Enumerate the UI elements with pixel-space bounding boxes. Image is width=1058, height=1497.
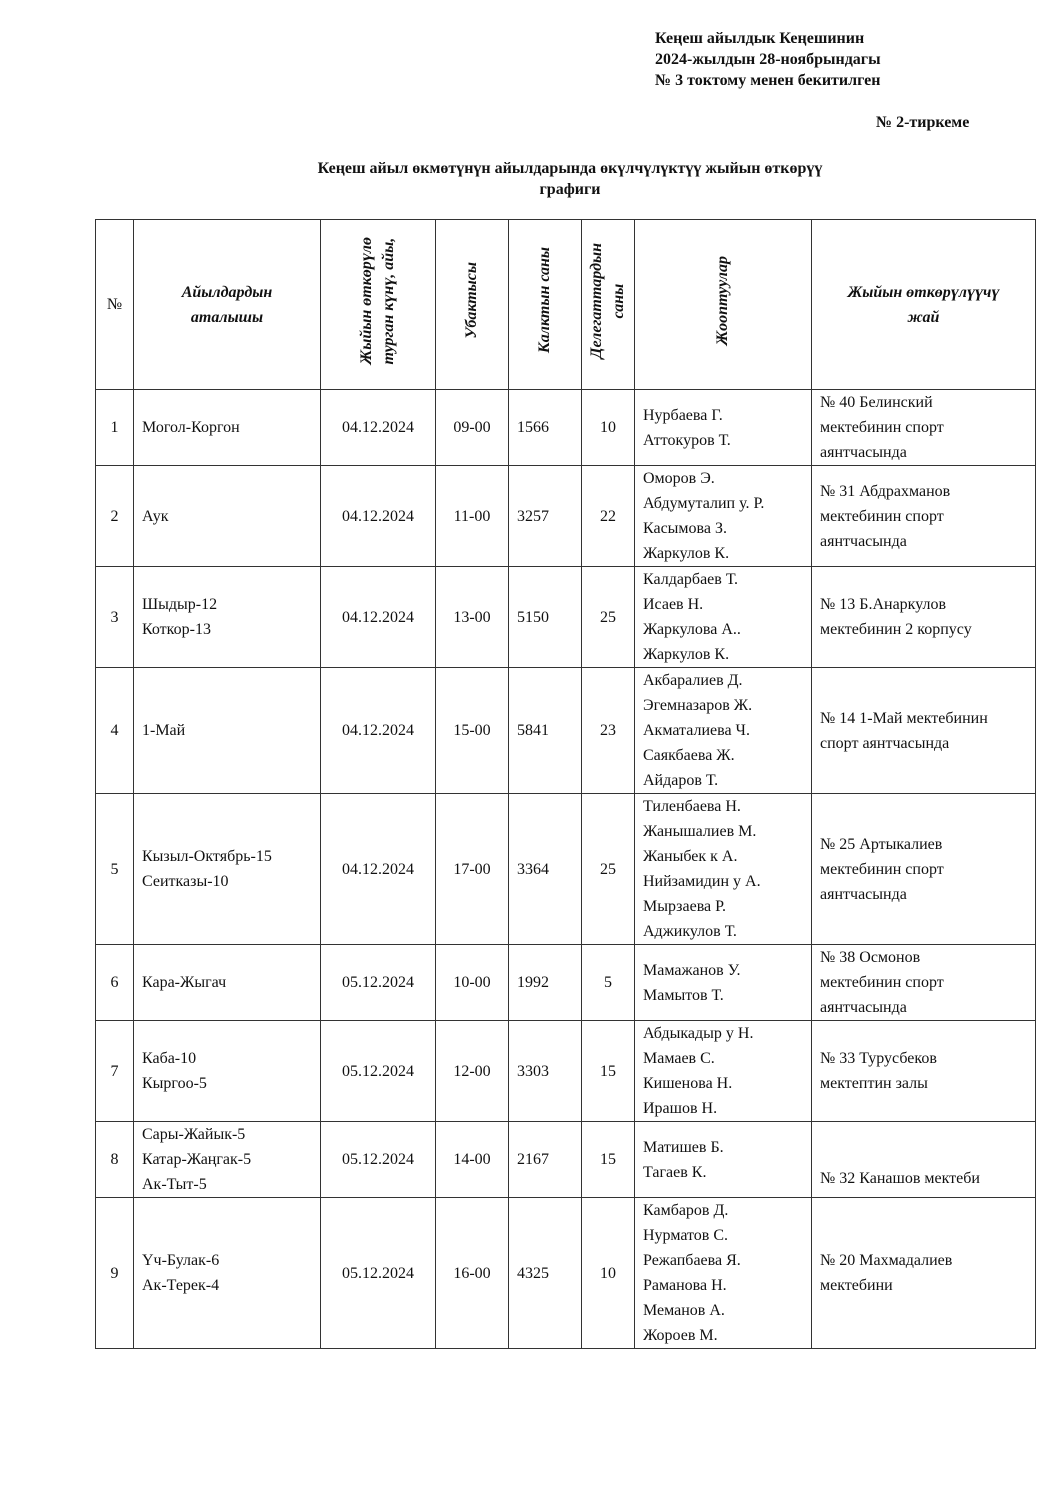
meeting-date: 05.12.2024 [321, 1122, 436, 1198]
document-title [200, 158, 940, 200]
responsible-persons-line: Жаныбек к А. [643, 848, 738, 865]
meeting-venue-line: № 13 Б.Анаркулов [820, 596, 947, 613]
meeting-venue-line: аянтчасында [820, 444, 907, 461]
responsible-persons-line: Акматалиева Ч. [643, 722, 750, 739]
meeting-venue-line: № 31 Абдрахманов [820, 482, 951, 500]
responsible-persons [635, 1021, 812, 1122]
population-count: 3257 [509, 466, 582, 567]
responsible-persons-line: Оморов Э. [643, 470, 715, 487]
table-row [96, 567, 1036, 668]
meeting-venue-line: мектебинин спорт [820, 419, 944, 436]
responsible-persons-line: Мамажанов У. [643, 961, 741, 979]
meeting-date: 05.12.2024 [321, 945, 436, 1021]
village-names-line: Коткор-13 [142, 621, 211, 638]
village-names-line: Сары-Жайык-5 [142, 1126, 246, 1143]
title-line-2: графиги [539, 181, 601, 198]
responsible-persons-line: Тагаев К. [643, 1163, 707, 1181]
responsible-persons [635, 466, 812, 567]
meeting-venue-line: спорт аянтчасында [820, 734, 950, 752]
meeting-venue-line: мектебинин спорт [820, 974, 944, 991]
responsible-persons-line: Нурбаева Г. [643, 406, 723, 424]
meeting-venue [812, 794, 1036, 945]
meeting-venue-line: мектебини [820, 1277, 893, 1294]
header-population: Калктын саны [509, 220, 582, 390]
approval-block [655, 28, 881, 91]
meeting-date: 04.12.2024 [321, 567, 436, 668]
population-count: 1992 [509, 945, 582, 1021]
village-names [134, 1198, 321, 1349]
meeting-venue-line: мектебинин спорт [820, 860, 944, 878]
responsible-persons [635, 390, 812, 466]
meeting-time: 12-00 [436, 1021, 509, 1122]
meeting-time: 17-00 [436, 794, 509, 945]
meeting-venue [812, 1021, 1036, 1122]
village-names [134, 466, 321, 567]
delegate-count: 10 [582, 1198, 635, 1349]
responsible-persons [635, 567, 812, 668]
meeting-venue [812, 567, 1036, 668]
responsible-persons-line: Меманов А. [643, 1302, 725, 1319]
population-count: 5150 [509, 567, 582, 668]
responsible-persons-line: Жаркулов К. [643, 545, 730, 562]
header-delegates: Делегаттардын саны [582, 220, 635, 390]
header-venue: Жыйын өткөрүлүүчү жай [812, 220, 1036, 390]
responsible-persons-line: Аттокуров Т. [643, 431, 731, 449]
village-names-line: Могол-Коргон [142, 419, 240, 436]
row-number: 5 [96, 794, 134, 945]
meeting-date: 04.12.2024 [321, 466, 436, 567]
village-names [134, 1122, 321, 1198]
meeting-time: 13-00 [436, 567, 509, 668]
table-row [96, 1198, 1036, 1349]
meeting-venue [812, 1122, 1036, 1198]
village-names [134, 567, 321, 668]
meeting-date: 04.12.2024 [321, 794, 436, 945]
population-count: 3303 [509, 1021, 582, 1122]
responsible-persons-line: Касымова З. [643, 520, 727, 537]
village-names [134, 390, 321, 466]
delegate-count: 25 [582, 567, 635, 668]
meeting-venue [812, 668, 1036, 794]
table-row [96, 668, 1036, 794]
meeting-venue-line: аянтчасында [820, 532, 907, 550]
responsible-persons-line: Аджикулов Т. [643, 923, 737, 940]
population-count: 3364 [509, 794, 582, 945]
village-names [134, 668, 321, 794]
row-number: 9 [96, 1198, 134, 1349]
meeting-date: 04.12.2024 [321, 390, 436, 466]
meeting-time: 15-00 [436, 668, 509, 794]
responsible-persons-line: Ирашов Н. [643, 1100, 718, 1117]
village-names [134, 1021, 321, 1122]
responsible-persons [635, 945, 812, 1021]
table-row [96, 390, 1036, 466]
meeting-venue-line: № 14 1-Май мектебинин [820, 709, 988, 727]
delegate-count: 10 [582, 390, 635, 466]
meeting-venue [812, 1198, 1036, 1349]
meeting-time: 10-00 [436, 945, 509, 1021]
population-count: 5841 [509, 668, 582, 794]
responsible-persons [635, 1198, 812, 1349]
table-row [96, 945, 1036, 1021]
population-count: 1566 [509, 390, 582, 466]
meeting-venue [812, 466, 1036, 567]
responsible-persons-line: Саякбаева Ж. [643, 747, 735, 764]
header-row [96, 220, 1036, 390]
meeting-venue-line: аянтчасында [820, 999, 907, 1016]
responsible-persons-line: Режапбаева Я. [643, 1252, 741, 1269]
village-names [134, 945, 321, 1021]
responsible-persons [635, 794, 812, 945]
village-names-line: Катар-Жаңгак-5 [142, 1151, 252, 1168]
approval-line: Кеңеш айылдык Кеңешинин [655, 30, 865, 47]
header-num: № [96, 220, 134, 390]
responsible-persons-line: Жаркулов К. [643, 646, 730, 663]
meeting-venue-line: № 38 Осмонов [820, 949, 921, 966]
responsible-persons [635, 1122, 812, 1198]
meeting-venue-line: № 32 Канашов мектеби [820, 1170, 980, 1187]
delegate-count: 22 [582, 466, 635, 567]
meeting-venue-line: № 25 Артыкалиев [820, 835, 943, 853]
responsible-persons-line: Кишенова Н. [643, 1075, 733, 1092]
responsible-persons-line: Раманова Н. [643, 1277, 727, 1294]
village-names-line: Ак-Тыт-5 [142, 1176, 207, 1193]
meeting-time: 09-00 [436, 390, 509, 466]
meeting-venue-line: № 20 Махмадалиев [820, 1252, 953, 1269]
delegate-count: 5 [582, 945, 635, 1021]
row-number: 8 [96, 1122, 134, 1198]
table-row [96, 1021, 1036, 1122]
village-names-line: Кыргоо-5 [142, 1075, 207, 1092]
meeting-date: 05.12.2024 [321, 1198, 436, 1349]
approval-line: 2024-жылдын 28-ноябрындагы [655, 51, 881, 68]
delegate-count: 23 [582, 668, 635, 794]
responsible-persons-line: Айдаров Т. [643, 772, 719, 789]
village-names-line: Каба-10 [142, 1050, 197, 1067]
meeting-venue-line: мектебинин спорт [820, 507, 944, 525]
village-names-line: Үч-Булак-6 [142, 1252, 220, 1269]
responsible-persons-line: Нийзамидин у А. [643, 873, 761, 890]
meeting-venue-line: № 33 Турусбеков [820, 1050, 937, 1067]
meeting-venue-line: аянтчасында [820, 885, 907, 903]
responsible-persons-line: Акбаралиев Д. [643, 672, 743, 689]
responsible-persons-line: Исаев Н. [643, 596, 704, 613]
responsible-persons-line: Абдумуталип у. Р. [643, 495, 765, 512]
meeting-venue-line: мектебинин 2 корпусу [820, 621, 972, 638]
meeting-venue [812, 390, 1036, 466]
responsible-persons-line: Жороев М. [643, 1327, 718, 1344]
responsible-persons-line: Абдыкадыр у Н. [643, 1025, 754, 1042]
village-names-line: Аук [142, 507, 169, 525]
meeting-date: 04.12.2024 [321, 668, 436, 794]
village-names-line: Кара-Жыгач [142, 974, 227, 991]
village-names-line: 1-Май [142, 722, 186, 739]
table-row [96, 794, 1036, 945]
responsible-persons-line: Эгемназаров Ж. [643, 697, 753, 714]
row-number: 1 [96, 390, 134, 466]
meeting-time: 16-00 [436, 1198, 509, 1349]
village-names-line: Кызыл-Октябрь-15 [142, 848, 272, 865]
row-number: 7 [96, 1021, 134, 1122]
header-time: Убактысы [436, 220, 509, 390]
delegate-count: 15 [582, 1122, 635, 1198]
approval-line: № 3 токтому менен бекитилген [655, 72, 881, 89]
meeting-venue-line: мектептин залы [820, 1075, 928, 1092]
header-village: Айылдардын аталышы [134, 220, 321, 390]
meeting-time: 14-00 [436, 1122, 509, 1198]
row-number: 2 [96, 466, 134, 567]
meeting-venue-line: № 40 Белинский [820, 394, 933, 411]
table-row [96, 466, 1036, 567]
schedule-table [95, 219, 1036, 1349]
population-count: 4325 [509, 1198, 582, 1349]
responsible-persons-line: Мырзаева Р. [643, 898, 727, 915]
header-responsible: Жооптуулар [635, 220, 812, 390]
responsible-persons-line: Тиленбаева Н. [643, 798, 741, 815]
responsible-persons-line: Мамытов Т. [643, 986, 724, 1004]
header-date: Жыйын өткөрүлө турган күнү, айы, [321, 220, 436, 390]
responsible-persons-line: Калдарбаев Т. [643, 571, 738, 588]
delegate-count: 15 [582, 1021, 635, 1122]
row-number: 3 [96, 567, 134, 668]
meeting-time: 11-00 [436, 466, 509, 567]
responsible-persons-line: Нурматов С. [643, 1227, 729, 1244]
responsible-persons-line: Матишев Б. [643, 1138, 724, 1156]
meeting-date: 05.12.2024 [321, 1021, 436, 1122]
meeting-venue [812, 945, 1036, 1021]
responsible-persons-line: Жаркулова А.. [643, 621, 741, 638]
village-names-line: Сеитказы-10 [142, 873, 229, 890]
responsible-persons-line: Мамаев С. [643, 1050, 715, 1067]
village-names-line: Шыдыр-12 [142, 596, 218, 613]
village-names [134, 794, 321, 945]
responsible-persons-line: Камбаров Д. [643, 1202, 729, 1219]
title-line-1: Кеңеш айыл өкмөтүнүн айылдарында өкүлчүлүктүү жыйын өткөрүү [317, 160, 823, 177]
table-row [96, 1122, 1036, 1198]
annex-label: № 2-тиркеме [876, 114, 970, 131]
village-names-line: Ак-Терек-4 [142, 1277, 220, 1294]
population-count: 2167 [509, 1122, 582, 1198]
delegate-count: 25 [582, 794, 635, 945]
row-number: 4 [96, 668, 134, 794]
responsible-persons [635, 668, 812, 794]
row-number: 6 [96, 945, 134, 1021]
responsible-persons-line: Жанышалиев М. [643, 823, 757, 840]
